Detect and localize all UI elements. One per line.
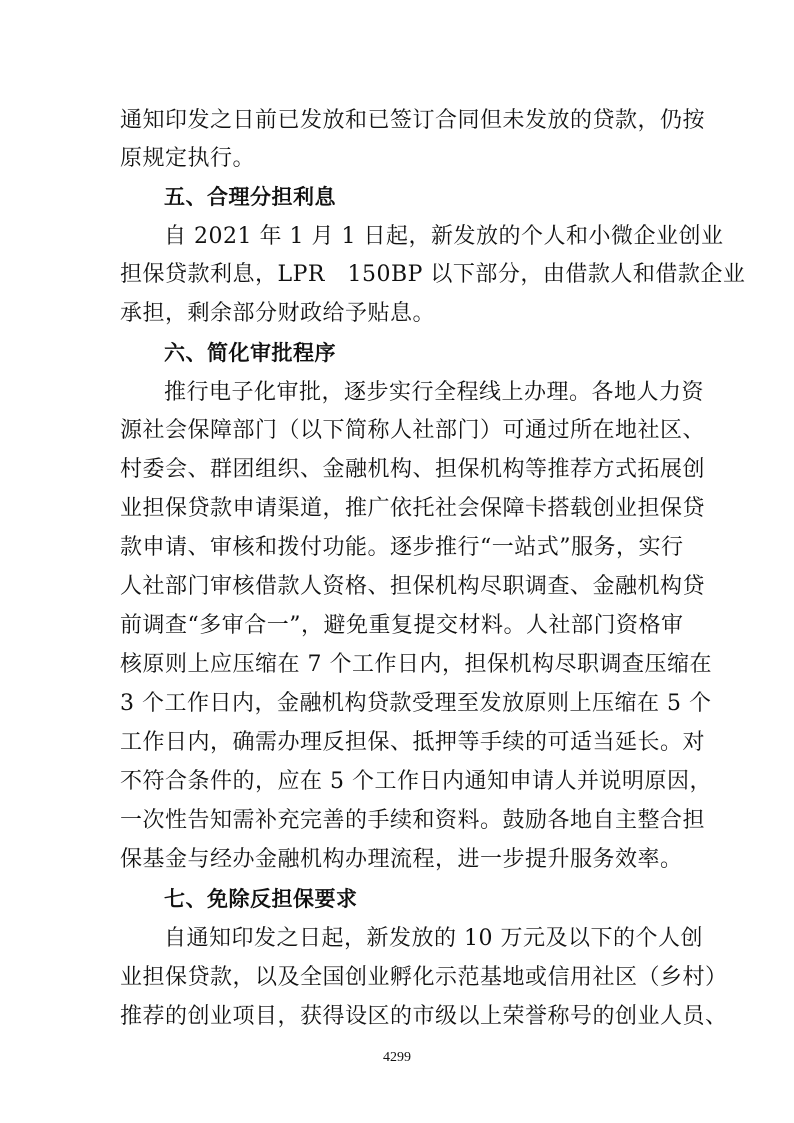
body-line: 原规定执行。 <box>120 146 256 171</box>
body-line: 前调查“多审合一”，避免重复提交材料。人社部门资格审 <box>120 613 684 638</box>
body-line: 推荐的创业项目，获得设区的市级以上荣誉称号的创业人员、 <box>120 1004 728 1029</box>
body-line: 自 2021 年 1 月 1 日起，新发放的个人和小微企业创业 <box>164 224 724 249</box>
body-line: 推行电子化审批，逐步实行全程线上办理。各地人力资 <box>164 380 705 405</box>
section-heading-five: 五、合理分担利息 <box>164 185 336 209</box>
page-number: 4299 <box>383 1050 411 1065</box>
body-line: 保基金与经办金融机构办理流程，进一步提升服务效率。 <box>120 847 683 872</box>
body-line: 一次性告知需补充完善的手续和资料。鼓励各地自主整合担 <box>120 808 706 833</box>
body-line: 核原则上应压缩在 7 个工作日内，担保机构尽职调查压缩在 <box>120 652 712 677</box>
body-line: 担保贷款利息，LPR 150BP 以下部分，由借款人和借款企业 <box>120 262 746 287</box>
body-line: 款申请、审核和拨付功能。逐步推行“一站式”服务，实行 <box>120 535 684 560</box>
body-line: 3 个工作日内，金融机构贷款受理至发放原则上压缩在 5 个 <box>120 691 712 716</box>
section-heading-six: 六、简化审批程序 <box>164 341 336 365</box>
body-line: 承担，剩余部分财政给予贴息。 <box>120 301 436 326</box>
body-line: 人社部门审核借款人资格、担保机构尽职调查、金融机构贷 <box>120 574 706 599</box>
body-line: 源社会保障部门（以下简称人社部门）可通过所在地社区、 <box>120 418 706 443</box>
body-line: 村委会、群团组织、金融机构、担保机构等推荐方式拓展创 <box>120 457 706 482</box>
body-line: 通知印发之日前已发放和已签订合同但未发放的贷款，仍按 <box>120 108 706 133</box>
section-heading-seven: 七、免除反担保要求 <box>164 887 358 911</box>
body-line: 自通知印发之日起，新发放的 10 万元及以下的个人创 <box>164 926 703 951</box>
body-line: 业担保贷款，以及全国创业孵化示范基地或信用社区（乡村） <box>120 965 728 990</box>
body-line: 不符合条件的，应在 5 个工作日内通知申请人并说明原因， <box>120 769 712 794</box>
body-line: 业担保贷款申请渠道，推广依托社会保障卡搭载创业担保贷 <box>120 496 706 521</box>
body-line: 工作日内，确需办理反担保、抵押等手续的可适当延长。对 <box>120 730 706 755</box>
